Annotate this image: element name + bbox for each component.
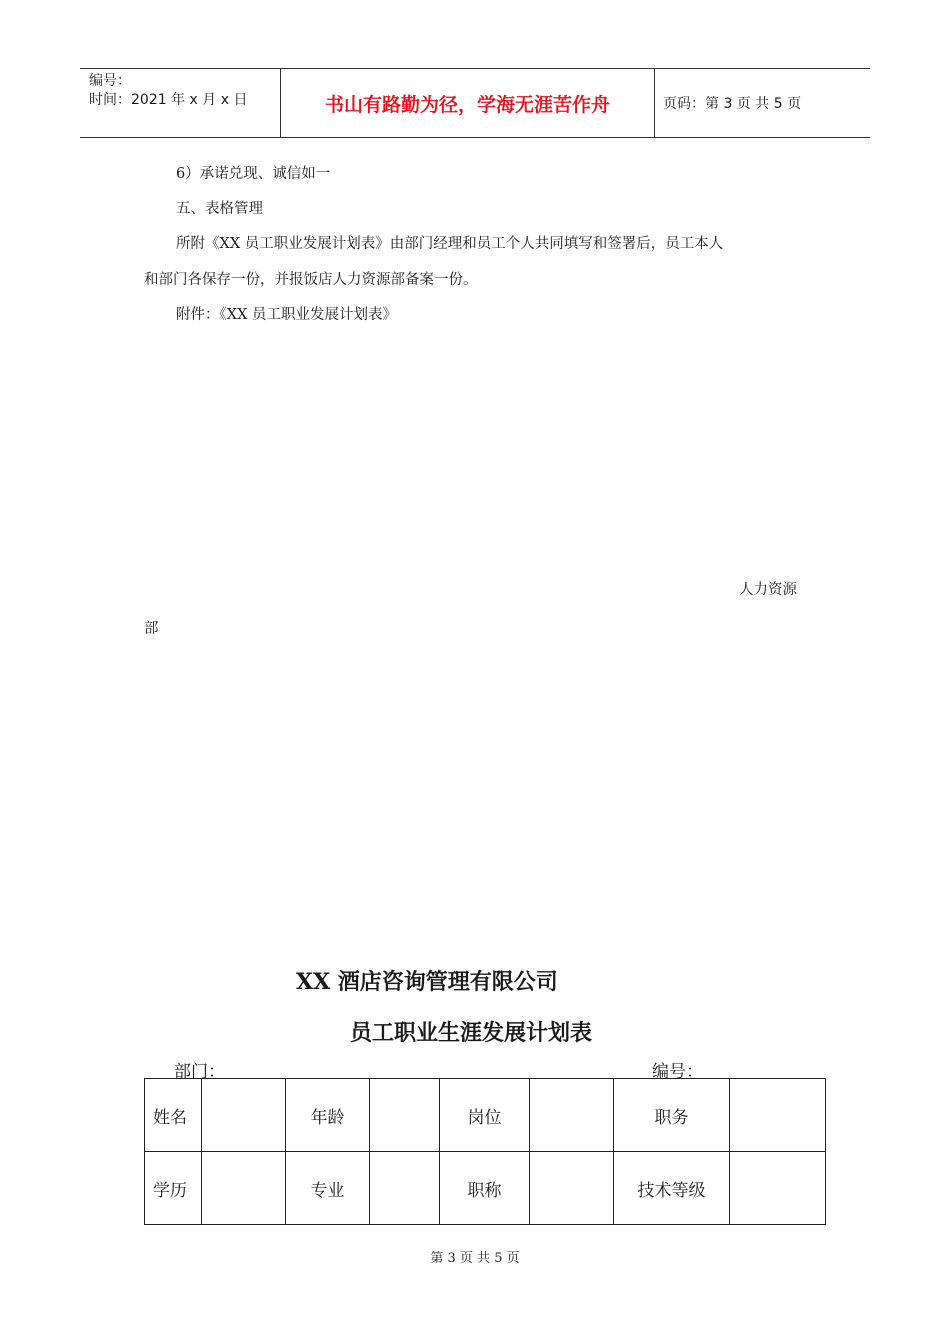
label-tech-grade: 技术等级: [614, 1152, 730, 1225]
label-post: 岗位: [440, 1079, 530, 1152]
header-page-label: 页码：第 3 页 共 5 页: [663, 96, 802, 112]
signature-line-2: 部: [144, 621, 159, 637]
table-row: [145, 1079, 826, 1152]
form-title: 员工职业生涯发展计划表: [350, 1020, 593, 1046]
career-plan-table: [144, 1078, 826, 1225]
value-major[interactable]: [370, 1152, 440, 1225]
value-title[interactable]: [530, 1152, 614, 1225]
section-heading-form-management: 五、表格管理: [176, 201, 263, 217]
value-age[interactable]: [370, 1079, 440, 1152]
header-motto: 书山有路勤为径，学海无涯苦作舟: [280, 69, 655, 137]
label-age: 年龄: [286, 1079, 370, 1152]
dept-label: 部门：: [174, 1062, 225, 1082]
header-meta: [80, 69, 280, 137]
body-line-form-description: 所附《XX 员工职业发展计划表》由部门经理和员工个人共同填写和签署后，员工本人: [176, 236, 724, 252]
header-number-label: 编号：: [89, 73, 131, 89]
table-row: [145, 1152, 826, 1225]
value-post[interactable]: [530, 1079, 614, 1152]
page-header: [80, 68, 870, 138]
body-line-form-description-cont: 和部门各保存一份，并报饭店人力资源部备案一份。: [144, 272, 478, 288]
value-education[interactable]: [202, 1152, 286, 1225]
value-tech-grade[interactable]: [730, 1152, 826, 1225]
company-name: XX 酒店咨询管理有限公司: [296, 969, 558, 995]
page-footer: 第 3 页 共 5 页: [430, 1251, 520, 1266]
attachment-line: 附件：《XX 员工职业发展计划表》: [176, 307, 398, 323]
label-education: 学历: [145, 1152, 202, 1225]
code-label: 编号：: [652, 1062, 703, 1082]
label-name: 姓名: [145, 1079, 202, 1152]
body-line-commitment: 6）承诺兑现、诚信如一: [176, 166, 331, 182]
value-name[interactable]: [202, 1079, 286, 1152]
header-time-label: 时间：2021 年 x 月 x 日: [89, 92, 248, 108]
label-position: 职务: [614, 1079, 730, 1152]
signature-line-1: 人力资源: [739, 582, 797, 598]
label-major: 专业: [286, 1152, 370, 1225]
value-position[interactable]: [730, 1079, 826, 1152]
label-title: 职称: [440, 1152, 530, 1225]
